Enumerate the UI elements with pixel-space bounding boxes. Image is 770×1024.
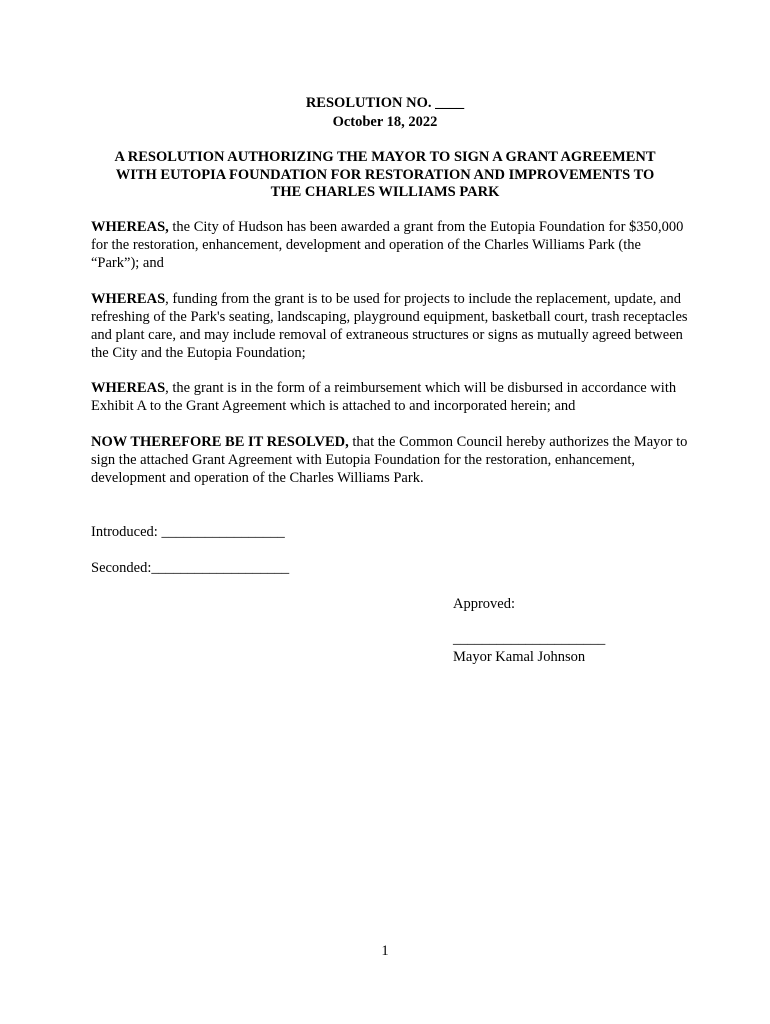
paragraph-lead: WHEREAS bbox=[91, 291, 166, 307]
whereas-paragraph-3 bbox=[91, 379, 691, 415]
paragraph-body: , the grant is in the form of a reimbursement which will be disbursed in accordance with Exhibit A to the Grant Agreement which is attached to and incorporated herein; and bbox=[91, 380, 677, 414]
whereas-paragraph-2 bbox=[91, 290, 691, 362]
resolution-date: October 18, 2022 bbox=[332, 114, 438, 130]
paragraph-lead: WHEREAS, bbox=[91, 219, 169, 235]
resolution-title bbox=[80, 149, 690, 202]
paragraph-body: the City of Hudson has been awarded a grant from the Eutopia Foundation for $350,000 for the restoration, enhancement, development and operation of the Charles Williams Park (the “Park”); and bbox=[91, 219, 684, 271]
seconded-line: Seconded:___________________ bbox=[91, 560, 290, 576]
whereas-paragraph-1 bbox=[91, 218, 691, 272]
approved-label: Approved: bbox=[453, 596, 516, 612]
title-line-1: A RESOLUTION AUTHORIZING THE MAYOR TO SIGN A GRANT AGREEMENT bbox=[114, 149, 656, 165]
introduced-line: Introduced: _________________ bbox=[91, 524, 285, 540]
paragraph-body: that the Common Council hereby authorizes the Mayor to sign the attached Grant Agreement with Eutopia Foundation for the restoration, enhancement, development and operation of the Charles Williams Park. bbox=[91, 434, 688, 486]
mayor-name: Mayor Kamal Johnson bbox=[453, 649, 586, 665]
paragraph-body: , funding from the grant is to be used for projects to include the replacement, update, and refreshing of the Park's seating, landscaping, playground equipment, basketball court, trash receptacles and plant care, and may include removal of extraneous structures or signs as mutually agreed between the City and the Eutopia Foundation; bbox=[91, 291, 688, 361]
resolution-number: RESOLUTION NO. ____ bbox=[305, 95, 465, 111]
title-line-3: THE CHARLES WILLIAMS PARK bbox=[270, 184, 500, 200]
resolved-paragraph bbox=[91, 433, 691, 487]
mayor-signature-line: _____________________ bbox=[453, 631, 606, 647]
page-number: 1 bbox=[381, 943, 389, 959]
paragraph-lead: NOW THEREFORE BE IT RESOLVED, bbox=[91, 434, 349, 450]
paragraph-lead: WHEREAS bbox=[91, 380, 166, 396]
title-line-2: WITH EUTOPIA FOUNDATION FOR RESTORATION AND IMPROVEMENTS TO bbox=[115, 166, 655, 183]
